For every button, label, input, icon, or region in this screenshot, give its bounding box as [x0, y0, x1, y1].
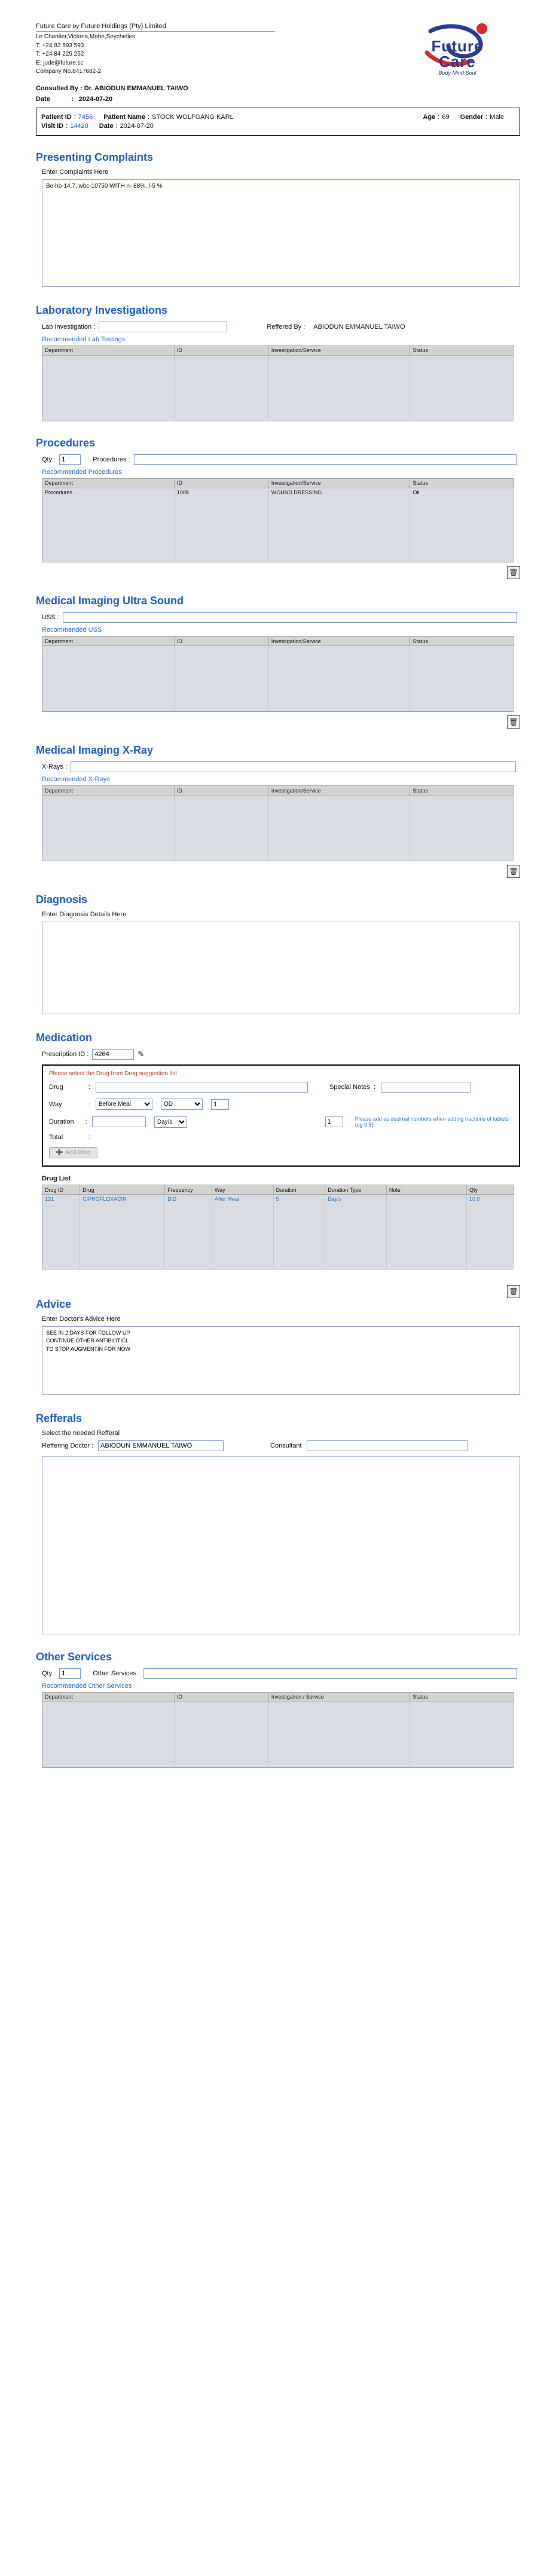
proc-col-id: ID	[174, 478, 268, 488]
company-name-by: by	[72, 23, 80, 30]
drug-cell-id: 131	[42, 1195, 80, 1204]
other-services-label: Other Services :	[93, 1669, 140, 1677]
xray-section	[0, 744, 556, 878]
drug-col-frequency: Frequency	[165, 1185, 212, 1195]
page-header	[0, 0, 556, 82]
visit-date-colon: :	[115, 122, 118, 130]
drug-col-duration-type: Duration Type	[325, 1185, 387, 1195]
lab-investigation-label: Lab Investigation :	[42, 323, 96, 331]
visit-date-cell	[99, 123, 154, 130]
drug-cell-drug: CIPROFLOXACIN	[80, 1195, 165, 1204]
referred-by-label: Reffered By :	[267, 323, 306, 331]
duration-input[interactable]	[92, 1116, 146, 1127]
xray-actions	[36, 865, 520, 878]
other-services-qty-input[interactable]	[59, 1668, 81, 1679]
prescription-id-label: Prescription ID :	[42, 1051, 89, 1058]
advice-actions	[36, 1285, 520, 1298]
diagnosis-section	[0, 894, 556, 1016]
drug-table-filler	[42, 1203, 514, 1269]
lab-col-id: ID	[174, 345, 268, 355]
referring-doctor-label: Reffering Doctor :	[42, 1442, 94, 1449]
drug-col-duration: Duration	[273, 1185, 325, 1195]
way-label: Way	[49, 1100, 62, 1108]
uss-entry-row	[42, 612, 520, 623]
brand-logo	[401, 18, 520, 76]
referred-by-value: ABIODUN EMMANUEL TAIWO	[313, 323, 405, 331]
xray-col-department: Department	[42, 786, 175, 796]
proc-cell-id: 1008	[174, 488, 268, 497]
frequency-select[interactable]	[161, 1099, 203, 1110]
xray-table	[42, 785, 514, 861]
other-services-entry-row	[42, 1668, 520, 1679]
referrals-section	[0, 1412, 556, 1635]
proc-cell-service: WOUND DRESSING	[268, 488, 410, 497]
patient-info-row-1	[41, 114, 515, 121]
advice-title: Advice	[36, 1298, 72, 1310]
consulted-by-label: Consulted By :	[36, 84, 83, 92]
medication-entry-box	[42, 1064, 520, 1167]
patient-info-bar	[36, 108, 520, 136]
drug-input[interactable]	[96, 1082, 308, 1093]
procedures-title: Procedures	[36, 436, 96, 449]
patient-gender-colon: :	[485, 113, 488, 121]
consultation-date-colon: :	[71, 95, 74, 103]
uss-grid-wrap	[36, 636, 520, 712]
patient-name-cell	[103, 114, 233, 121]
drug-list-table	[42, 1185, 514, 1269]
os-col-service: Investigation / Service	[268, 1692, 410, 1702]
ultrasound-section	[0, 595, 556, 729]
advice-subtitle: Enter Doctor's Advice Here	[42, 1315, 121, 1323]
procedures-table-filler	[42, 497, 514, 562]
visit-id-cell	[41, 123, 88, 130]
procedures-table-header-row	[42, 478, 514, 488]
procedures-table	[42, 478, 514, 563]
delete-procedure-icon[interactable]: 🗑	[507, 566, 520, 579]
consultant-input[interactable]	[307, 1440, 468, 1451]
patient-name-colon: :	[147, 113, 150, 121]
proc-col-service: Investigation/Service	[268, 478, 410, 488]
company-name-pre: Future Care	[36, 23, 71, 30]
diagnosis-subtitle: Enter Diagnosis Details Here	[42, 911, 127, 918]
xray-col-service: Investigation/Service	[268, 786, 410, 796]
drug-cell-note	[386, 1195, 466, 1204]
prescription-edit-icon[interactable]: ✎	[138, 1050, 145, 1058]
other-services-grid-wrap	[36, 1692, 520, 1768]
proc-col-department: Department	[42, 478, 175, 488]
complaints-textarea[interactable]	[42, 179, 520, 287]
consultant-label: Consultant	[270, 1442, 302, 1449]
presenting-complaints-title: Presenting Complaints	[36, 151, 154, 163]
xray-table-empty-body	[42, 796, 514, 861]
medication-section	[0, 1032, 556, 1269]
os-col-id: ID	[174, 1692, 268, 1702]
duration-label: Duration	[49, 1118, 74, 1125]
logo-text-care: Care	[439, 53, 476, 71]
recommended-lab-testings-link[interactable]: Recommended Lab Testings	[42, 335, 126, 343]
patient-id-label: Patient ID	[41, 113, 72, 121]
drug-col-way: Way	[212, 1185, 274, 1195]
laboratory-title: Laboratory Investigations	[36, 304, 168, 316]
presenting-complaints-subtitle: Enter Complaints Here	[42, 168, 109, 176]
duration-qty-input[interactable]	[325, 1116, 343, 1127]
total-colon: :	[88, 1134, 91, 1141]
lab-table-empty-body	[42, 355, 514, 421]
drug-list-grid-wrap	[36, 1185, 520, 1269]
visit-date-value: 2024-07-20	[120, 122, 154, 130]
advice-section	[0, 1285, 556, 1397]
patient-age-cell	[423, 114, 449, 121]
other-services-qty-label: Qty :	[42, 1669, 56, 1677]
patient-name-value: STOCK WOLFGANG KARL	[152, 113, 234, 121]
delete-uss-icon[interactable]: 🗑	[507, 715, 520, 729]
patient-age-value: 69	[442, 113, 450, 121]
lab-investigation-input[interactable]	[99, 322, 227, 332]
referrals-panel[interactable]	[42, 1456, 520, 1635]
proc-cell-department: Procedures	[42, 488, 175, 497]
special-notes-input[interactable]	[381, 1082, 471, 1093]
visit-date-label: Date	[99, 122, 114, 130]
diagnosis-textarea[interactable]	[42, 922, 520, 1014]
duration-type-select[interactable]	[154, 1116, 187, 1128]
drug-col-qty: Qty	[467, 1185, 514, 1195]
procedures-input[interactable]	[134, 454, 517, 465]
address-line-1: Le Chantier,Victoria,Mahe,Seychelles	[36, 33, 136, 40]
delete-drug-icon[interactable]: 🗑	[507, 1285, 520, 1298]
duration-colon: :	[85, 1118, 87, 1125]
logo-tagline: Body Mind Soul	[438, 70, 476, 76]
os-col-status: Status	[410, 1692, 514, 1702]
lab-table-header-row	[42, 345, 514, 355]
uss-table-empty-body	[42, 646, 514, 712]
recommended-uss-link[interactable]: Recommended USS	[42, 626, 102, 634]
drug-cell-duration: 5	[273, 1195, 325, 1204]
drug-label: Drug	[49, 1084, 63, 1091]
procedures-grid-wrap	[36, 478, 520, 563]
uss-actions	[36, 715, 520, 729]
other-services-title: Other Services	[36, 1650, 112, 1663]
referring-doctor-input[interactable]	[98, 1440, 224, 1451]
company-name-line	[36, 23, 275, 32]
lab-col-status: Status	[410, 345, 514, 355]
procedures-qty-label: Qty :	[42, 455, 56, 463]
patient-id-colon: :	[74, 113, 76, 121]
other-services-table-empty-body	[42, 1702, 514, 1767]
os-col-department: Department	[42, 1692, 175, 1702]
total-label: Total	[49, 1134, 63, 1141]
company-info	[36, 18, 401, 77]
consultation-date-value: 2024-07-20	[78, 95, 113, 103]
xray-label: X-Rays :	[42, 763, 68, 770]
recommended-other-services-link[interactable]: Recommended Other Services	[42, 1682, 132, 1690]
proc-col-status: Status	[410, 478, 514, 488]
uss-col-department: Department	[42, 637, 175, 646]
company-address	[36, 33, 401, 77]
xray-col-status: Status	[410, 786, 514, 796]
uss-col-status: Status	[410, 637, 514, 646]
drug-cell-qty: 10.0	[467, 1195, 514, 1204]
special-notes-label: Special Notes	[329, 1084, 370, 1091]
drug-table-header-row	[42, 1185, 514, 1195]
medication-warning: Please select the Drug from Drug suggestion list	[49, 1070, 177, 1077]
address-line-3: T: +24 84 225 252	[36, 51, 84, 57]
lab-col-department: Department	[42, 345, 175, 355]
patient-id-value: 7456	[78, 113, 93, 121]
way-select[interactable]	[96, 1099, 152, 1110]
referrals-title: Refferals	[36, 1412, 83, 1424]
patient-gender-cell	[460, 114, 504, 121]
recommended-xrays-link[interactable]: Recommended X-Rays	[42, 776, 110, 783]
uss-table	[42, 636, 514, 712]
procedures-entry-row	[42, 454, 520, 465]
visit-id-value: 14420	[70, 122, 88, 130]
drug-colon: :	[88, 1084, 91, 1091]
way-row	[49, 1099, 513, 1110]
diagnosis-title: Diagnosis	[36, 894, 88, 905]
referring-doctor-row	[42, 1440, 520, 1451]
ultrasound-title: Medical Imaging Ultra Sound	[36, 595, 184, 607]
patient-gender-value: Male	[490, 113, 504, 121]
drug-cell-frequency: BID	[165, 1195, 212, 1204]
lab-results-table	[42, 345, 514, 421]
laboratory-investigations-section	[0, 304, 556, 421]
patient-info-row-2	[41, 123, 515, 130]
add-drug-button[interactable]	[49, 1147, 97, 1158]
procedures-qty-input[interactable]	[59, 454, 81, 465]
consultation-date-label: Date	[36, 95, 50, 103]
proc-cell-status: Ok	[410, 488, 514, 497]
procedures-label: Procedures :	[93, 455, 130, 463]
presenting-complaints-section	[0, 151, 556, 289]
drug-row	[49, 1082, 513, 1093]
logo-text-future: Future	[431, 37, 484, 55]
way-count-input[interactable]	[211, 1099, 229, 1110]
total-row	[49, 1134, 513, 1141]
patient-name-label: Patient Name	[103, 113, 145, 121]
uss-col-id: ID	[174, 637, 268, 646]
recommended-procedures-link[interactable]: Recommended Procedures	[42, 468, 122, 476]
consultation-info	[0, 82, 556, 103]
consultation-date-row	[36, 96, 520, 103]
xray-input[interactable]	[71, 761, 516, 772]
uss-col-service: Investigation/Service	[268, 637, 410, 646]
procedures-section	[0, 437, 556, 580]
visit-id-colon: :	[66, 122, 68, 130]
address-line-5: Company No.8417682-2	[36, 68, 101, 75]
drug-col-note: Note	[386, 1185, 466, 1195]
other-services-section	[0, 1651, 556, 1768]
drug-col-drug: Drug	[80, 1185, 165, 1195]
drug-list-label: Drug List	[42, 1175, 71, 1182]
uss-input[interactable]	[63, 612, 517, 623]
table-row[interactable]	[42, 1195, 514, 1204]
lab-col-service: Investigation/Service	[268, 345, 410, 355]
add-drug-label: Add Drug	[65, 1149, 91, 1156]
patient-age-label: Age	[423, 113, 436, 121]
address-line-2: T: +24 82 593 593	[36, 42, 84, 49]
referrals-subtitle: Select the needed Refferal	[42, 1429, 120, 1437]
patient-gender-label: Gender	[460, 113, 484, 121]
medication-title: Medication	[36, 1032, 93, 1044]
xray-table-header-row	[42, 786, 514, 796]
drug-cell-way: After Meal	[212, 1195, 274, 1204]
duration-row	[49, 1116, 513, 1128]
prescription-id-input[interactable]	[92, 1049, 134, 1060]
uss-label: USS :	[42, 614, 59, 621]
visit-id-label: Visit ID	[41, 122, 64, 130]
logo-graphic	[407, 18, 514, 76]
drug-cell-duration-type: Day/s	[325, 1195, 387, 1204]
way-colon: :	[88, 1100, 91, 1108]
lab-grid-wrap	[36, 345, 520, 421]
plus-icon: ➕	[56, 1149, 63, 1156]
decimal-hint: Please add as decimal numbers when adding fractions of tablets (eg 0.5)	[355, 1116, 509, 1128]
company-name-post: Future Holdings (Pty) Limited	[81, 23, 166, 30]
consulted-by-row	[36, 85, 520, 92]
table-row[interactable]	[42, 488, 514, 497]
xray-col-id: ID	[174, 786, 268, 796]
patient-age-colon: :	[438, 113, 440, 121]
lab-investigation-row	[42, 322, 520, 332]
patient-id-cell	[41, 114, 93, 121]
advice-textarea[interactable]	[42, 1326, 520, 1395]
add-drug-row	[49, 1147, 513, 1158]
address-line-4: E: jude@future.sc	[36, 59, 84, 66]
procedures-actions	[36, 566, 520, 579]
uss-table-header-row	[42, 637, 514, 646]
prescription-id-row	[42, 1049, 520, 1060]
consulted-by-value: Dr. ABIODUN EMMANUEL TAIWO	[84, 84, 188, 92]
xray-grid-wrap	[36, 785, 520, 861]
other-services-table-header-row	[42, 1692, 514, 1702]
special-notes-colon: :	[373, 1084, 375, 1091]
xray-title: Medical Imaging X-Ray	[36, 744, 154, 756]
other-services-input[interactable]	[143, 1668, 517, 1679]
drug-col-id: Drug ID	[42, 1185, 80, 1195]
xray-entry-row	[42, 761, 520, 772]
other-services-table	[42, 1692, 514, 1768]
delete-xray-icon[interactable]: 🗑	[507, 865, 520, 878]
